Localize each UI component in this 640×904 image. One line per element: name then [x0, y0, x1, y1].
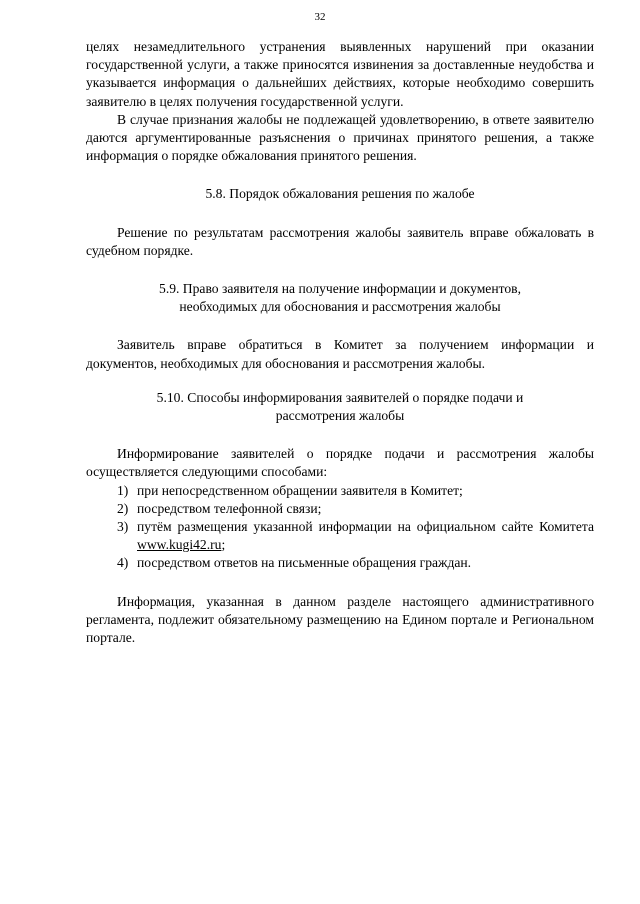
list-item — [86, 482, 594, 500]
list-item-number: 3) — [117, 519, 129, 535]
section-5-10-closing: Информация, указанная в данном разделе настоящего административного регламента, подлежит обязательному размещению на Едином портале и Региональном портале. — [86, 593, 594, 646]
paragraph-rejection: В случае признания жалобы не подлежащей удовлетворению, в ответе заявителю даются аргументированные разъяснения о причинах принятого решения, а также информация о порядке обжалования принятого решения. — [86, 111, 594, 164]
section-5-8-text: Решение по результатам рассмотрения жалобы заявитель вправе обжаловать в судебном порядке. — [86, 224, 594, 258]
list-item-text: при непосредственном обращении заявителя в Комитет; — [137, 482, 463, 498]
page-number: 32 — [314, 11, 326, 23]
list-item-number: 4) — [117, 555, 129, 571]
section-5-9-heading-line2: необходимых для обоснования и рассмотрения жалобы — [179, 299, 501, 315]
list-item-number: 2) — [117, 500, 129, 516]
list-item-number: 1) — [117, 482, 129, 498]
list-item-text-end: ; — [221, 537, 226, 553]
list-item-text: путём размещения указанной информации на официальном сайте Комитета — [137, 519, 594, 535]
section-5-10-heading — [86, 389, 594, 425]
paragraph-continuation: целях незамедлительного устранения выявленных нарушений при оказании государственной услуги, а также приносятся извинения за доставленные неудобства и указывается информация о дальнейших действиях, которые необходимо совершить заявителю в целях получения государственной услуги. — [86, 39, 594, 109]
methods-list — [86, 482, 594, 573]
list-item — [86, 500, 594, 518]
section-5-9-heading-line1: 5.9. Право заявителя на получение информации и документов, — [159, 281, 521, 297]
list-item — [86, 554, 594, 572]
section-5-8-heading: 5.8. Порядок обжалования решения по жалобе — [205, 186, 475, 202]
section-5-10-heading-line2: рассмотрения жалобы — [275, 408, 405, 424]
section-5-9-heading — [86, 280, 594, 316]
section-5-10-intro: Информирование заявителей о порядке подачи и рассмотрения жалобы осуществляется следующими способами: — [86, 446, 594, 480]
section-5-10-heading-line1: 5.10. Способы информирования заявителей о порядке подачи и — [156, 389, 524, 405]
list-item-text: посредством ответов на письменные обращения граждан. — [137, 555, 472, 571]
list-item-text: посредством телефонной связи; — [137, 500, 322, 516]
list-item — [86, 518, 594, 554]
document-body — [86, 38, 594, 647]
section-5-9-text: Заявитель вправе обратиться в Комитет за получением информации и документов, необходимых для обоснования и рассмотрения жалобы. — [86, 337, 594, 371]
website-link[interactable]: www.kugi42.ru — [137, 537, 222, 553]
